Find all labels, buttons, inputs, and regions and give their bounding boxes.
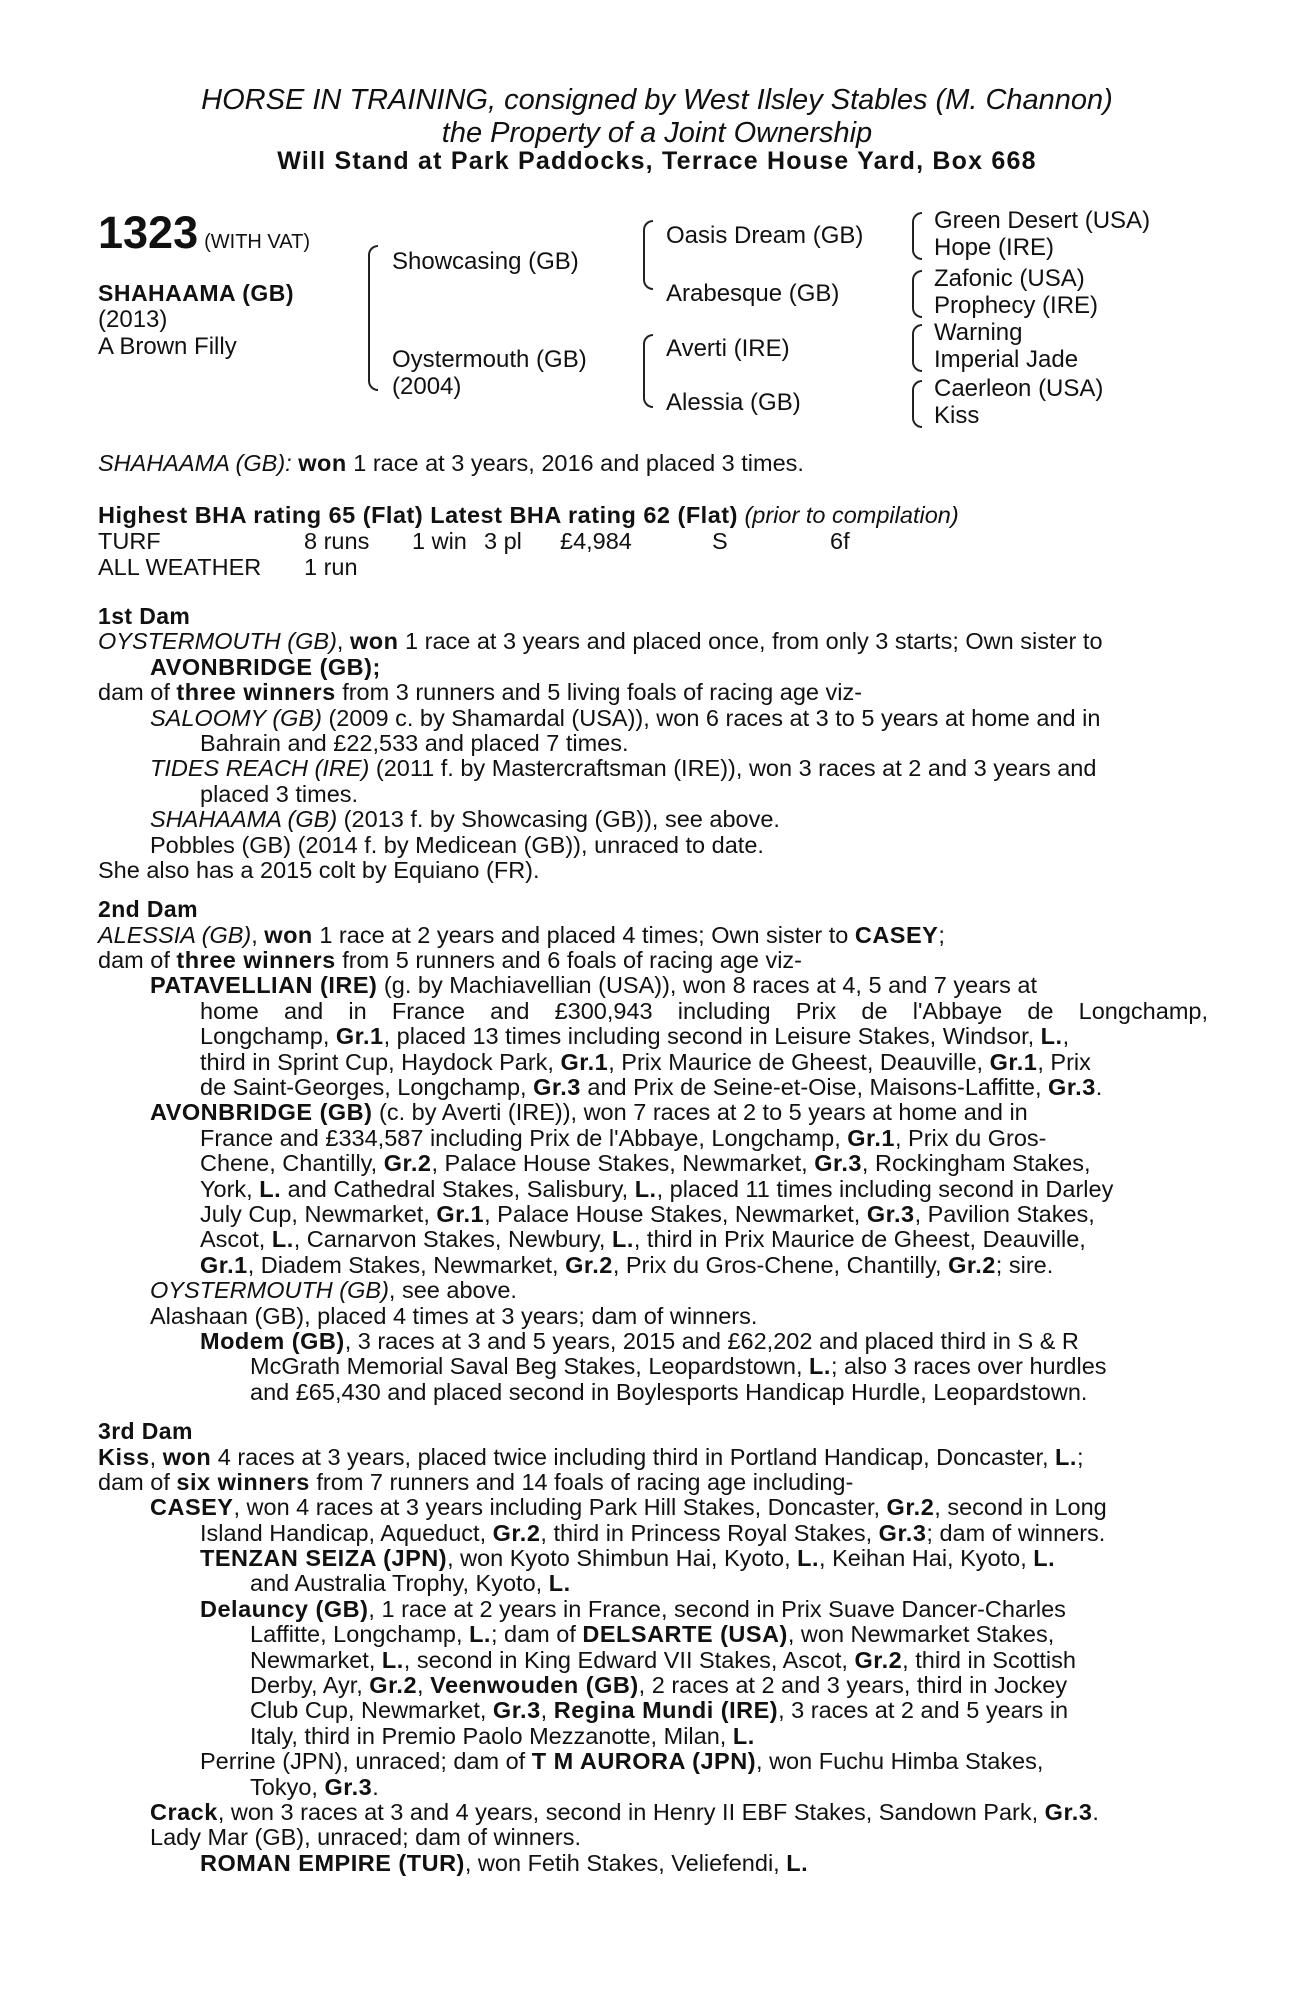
list-item: Alashaan (GB), placed 4 times at 3 years; dam of winners. [150,1302,758,1329]
dam3-line: Kiss, won 4 races at 3 years, placed twice including third in Portland Handicap, Doncaster, L.; [98,1443,1084,1470]
all-weather-stats [98,554,358,581]
list-item: McGrath Memorial Saval Beg Stakes, Leopardstown, L.; also 3 races over hurdles [250,1353,1107,1380]
list-item: ROMAN EMPIRE (TUR), won Fetih Stakes, Veliefendi, L. [200,1849,809,1876]
list-item: OYSTERMOUTH (GB), see above. [150,1277,517,1304]
list-item: Longchamp, Gr.1, placed 13 times including second in Leisure Stakes, Windsor, L., [200,1023,1070,1050]
list-item: PATAVELLIAN (IRE) (g. by Machiavellian (USA)), won 8 races at 4, 5 and 7 years at [150,972,1037,999]
list-item: She also has a 2015 colt by Equiano (FR). [98,856,540,883]
list-item: AVONBRIDGE (GB) (c. by Averti (IRE)), won 7 races at 2 to 5 years at home and in [150,1099,1028,1126]
pedigree-sire-dam: Arabesque (GB) [666,280,840,307]
list-item: Island Handicap, Aqueduct, Gr.2, third in Princess Royal Stakes, Gr.3; dam of winners. [200,1519,1106,1546]
summary-name: SHAHAAMA (GB): [98,450,292,476]
list-item: Lady Mar (GB), unraced; dam of winners. [150,1824,582,1851]
pedigree-sire-sire: Oasis Dream (GB) [666,222,864,249]
pedigree-brace-6 [912,324,922,372]
pedigree-g2: Hope (IRE) [934,234,1055,261]
list-item: TIDES REACH (IRE) (2011 f. by Mastercraftsman (IRE)), won 3 races at 2 and 3 years and [150,755,1097,782]
list-item: third in Sprint Cup, Haydock Park, Gr.1, Prix Maurice de Gheest, Deauville, Gr.1, Prix [200,1048,1091,1075]
list-item: TENZAN SEIZA (JPN), won Kyoto Shimbun Hai, Kyoto, L., Keihan Hai, Kyoto, L. [200,1545,1056,1572]
horse-year: (2013) [98,306,168,333]
list-item: Italy, third in Premio Paolo Mezzanotte, Milan, L. [250,1722,755,1749]
list-item: placed 3 times. [200,780,359,807]
pedigree-brace-4 [912,212,922,260]
pedigree-g5: Warning [934,319,1023,346]
list-item: and £65,430 and placed second in Boylesports Handicap Hurdle, Leopardstown. [250,1378,1088,1405]
header-line-3: Will Stand at Park Paddocks, Terrace House Yard, Box 668 [277,147,1037,175]
list-item: SHAHAAMA (GB) (2013 f. by Showcasing (GB)), see above. [150,806,780,833]
pedigree-g3: Zafonic (USA) [934,265,1085,292]
list-item: Derby, Ayr, Gr.2, Veenwouden (GB), 2 races at 2 and 3 years, third in Jockey [250,1672,1068,1699]
list-item: Club Cup, Newmarket, Gr.3, Regina Mundi (IRE), 3 races at 2 and 5 years in [250,1697,1069,1724]
all-weather-runs: 1 run [304,554,358,580]
list-item: Pobbles (GB) (2014 f. by Medicean (GB)), unraced to date. [150,831,764,858]
vat-label: (WITH VAT) [204,231,311,253]
turf-places: 3 pl [484,528,522,554]
pedigree-brace-7 [912,380,922,428]
dam3-produce-summary: dam of six winners from 7 runners and 14 foals of racing age including- [98,1468,854,1495]
list-item: de Saint-Georges, Longchamp, Gr.3 and Prix de Seine-et-Oise, Maisons-Laffitte, Gr.3. [200,1074,1103,1101]
pedigree-g7: Caerleon (USA) [934,375,1104,402]
section-title-1st-dam: 1st Dam [98,603,191,629]
section-title-3rd-dam: 3rd Dam [98,1418,193,1445]
list-item: Delauncy (GB), 1 race at 2 years in France, second in Prix Suave Dancer-Charles [200,1595,1066,1622]
header-line-2: the Property of a Joint Ownership [441,117,873,149]
pedigree-g6: Imperial Jade [934,346,1079,373]
list-item: Perrine (JPN), unraced; dam of T M AURORA (JPN), won Fuchu Himba Stakes, [200,1748,1044,1775]
list-item: Tokyo, Gr.3. [250,1773,379,1800]
pedigree-g4: Prophecy (IRE) [934,292,1099,319]
bha-rating-note: (prior to compilation) [744,502,959,528]
list-item: Bahrain and £22,533 and placed 7 times. [200,729,629,756]
turf-distance: 6f [830,528,850,554]
list-item: CASEY, won 4 races at 3 years including Park Hill Stakes, Doncaster, Gr.2, second in Long [150,1494,1107,1521]
dam2-produce-summary: dam of three winners from 5 runners and 6 foals of racing age viz- [98,947,802,974]
list-item: and Australia Trophy, Kyoto, L. [250,1570,571,1597]
list-item: Newmarket, L., second in King Edward VII Stakes, Ascot, Gr.2, third in Scottish [250,1646,1076,1673]
turf-stats [98,528,850,555]
pedigree-brace-3 [643,334,653,408]
turf-win: 1 win [412,528,467,554]
list-item: Chene, Chantilly, Gr.2, Palace House Stakes, Newmarket, Gr.3, Rockingham Stakes, [200,1150,1091,1177]
pedigree-g1: Green Desert (USA) [934,207,1151,234]
section-title-2nd-dam: 2nd Dam [98,896,198,923]
summary-rest: 1 race at 3 years, 2016 and placed 3 times. [346,450,804,476]
pedigree-brace-2 [643,220,653,290]
dam1-line: OYSTERMOUTH (GB), won 1 race at 3 years and placed once, from only 3 starts; Own sister to [98,628,1103,655]
pedigree-dam: Oystermouth (GB) [392,346,587,373]
horse-name: SHAHAAMA (GB) [98,280,295,306]
summary-won: won [298,450,347,476]
pedigree-dam-sire: Averti (IRE) [666,335,790,362]
pedigree-g8: Kiss [934,402,980,429]
dam1-sister: AVONBRIDGE (GB); [150,653,381,680]
lot-number [98,207,310,259]
pedigree-dam-dam: Alessia (GB) [666,389,801,416]
race-summary [98,450,804,477]
list-item: France and £334,587 including Prix de l'Abbaye, Longchamp, Gr.1, Prix du Gros- [200,1124,1047,1151]
dam2-line: ALESSIA (GB), won 1 race at 2 years and placed 4 times; Own sister to CASEY; [98,921,945,948]
pedigree-brace-1 [368,245,378,391]
list-item: York, L. and Cathedral Stakes, Salisbury, L., placed 11 times including second in Darley [200,1175,1114,1202]
list-item: home and in France and £300,943 including Prix de l'Abbaye de Longchamp, [200,997,1208,1024]
list-item: Gr.1, Diadem Stakes, Newmarket, Gr.2, Prix du Gros-Chene, Chantilly, Gr.2; sire. [200,1251,1054,1278]
bha-rating [98,502,959,529]
bha-rating-values: Highest BHA rating 65 (Flat) Latest BHA rating 62 (Flat) [98,502,738,528]
turf-runs: 8 runs [304,528,370,554]
list-item: Laffitte, Longchamp, L.; dam of DELSARTE (USA), won Newmarket Stakes, [250,1621,1055,1648]
dam1-produce-summary: dam of three winners from 3 runners and 5 living foals of racing age viz- [98,679,863,706]
turf-label: TURF [98,528,161,554]
pedigree-dam-year: (2004) [392,373,462,400]
pedigree-brace-5 [912,270,922,318]
list-item: Ascot, L., Carnarvon Stakes, Newbury, L., third in Prix Maurice de Gheest, Deauville, [200,1226,1086,1253]
header-line-1: HORSE IN TRAINING, consigned by West Ilsley Stables (M. Channon) [201,84,1113,116]
turf-money: £4,984 [560,528,632,554]
all-weather-label: ALL WEATHER [98,554,262,580]
list-item: Modem (GB), 3 races at 3 and 5 years, 2015 and £62,202 and placed third in S & R [200,1327,1079,1354]
horse-description: A Brown Filly [98,333,237,360]
list-item: Crack, won 3 races at 3 and 4 years, second in Henry II EBF Stakes, Sandown Park, Gr.3. [150,1798,1099,1825]
pedigree-sire: Showcasing (GB) [392,248,579,275]
lot-number-value: 1323 [98,207,199,258]
turf-going: S [712,528,728,554]
dam-sections [98,604,1208,1876]
list-item: July Cup, Newmarket, Gr.1, Palace House Stakes, Newmarket, Gr.3, Pavilion Stakes, [200,1200,1095,1227]
list-item: SALOOMY (GB) (2009 c. by Shamardal (USA)), won 6 races at 3 to 5 years at home and in [150,704,1101,731]
